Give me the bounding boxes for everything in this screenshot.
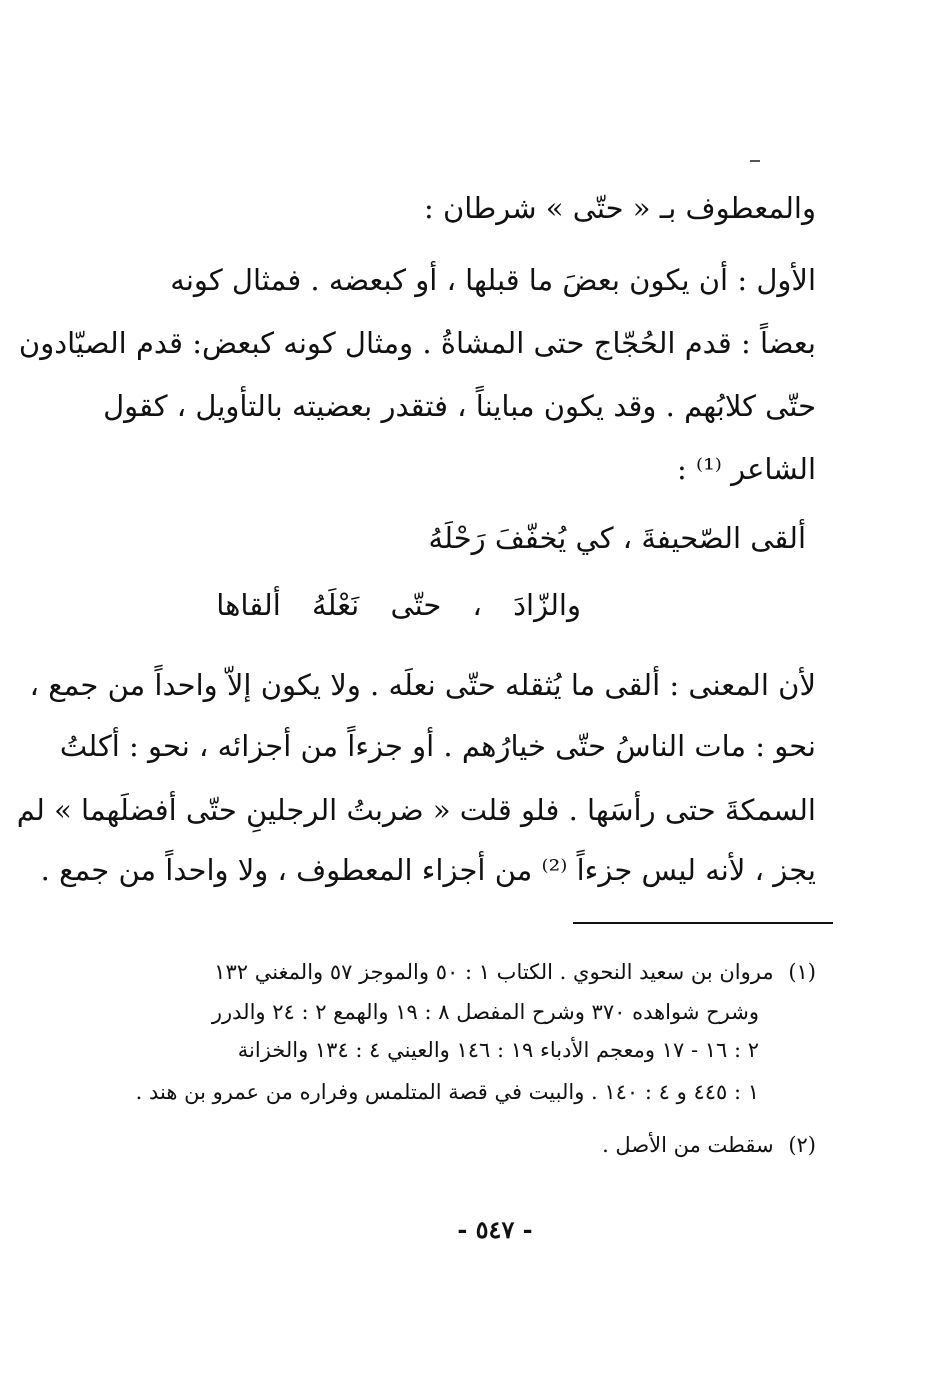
paragraph-line: الشاعر ⁽¹⁾ : xyxy=(676,452,816,486)
footnote-line: ٢ : ١٦ - ١٧ ومعجم الأدباء ١٩ : ١٤٦ والعيني ٤ : ١٣٤ والخزانة xyxy=(237,1038,759,1062)
footnote-line: سقطت من الأصل . xyxy=(602,1133,774,1157)
paragraph-line: لأن المعنى : ألقى ما يُثقله حتّى نعلَه . ولا يكون إلاّ واحداً من جمع ، xyxy=(29,668,816,702)
footnote-marker: (١) xyxy=(788,960,816,984)
paragraph-line: السمكةَ حتى رأسَها . فلو قلت « ضربتُ الرجلينِ حتّى أفضلَهما » لم xyxy=(16,793,816,827)
footnote-2 xyxy=(176,1128,816,1162)
margin-mark xyxy=(750,160,760,162)
paragraph-line: يجز ، لأنه ليس جزءاً ⁽²⁾ من أجزاء المعطوف ، ولا واحداً من جمع . xyxy=(40,853,816,887)
paragraph-line: حتّى كلابُهم . وقد يكون مبايناً ، فتقدر بعضيته بالتأويل ، كقول xyxy=(103,389,816,423)
footnote-line: ١ : ٤٤٥ و ٤ : ١٤٠ . والبيت في قصة المتلمس وفراره من عمرو بن هند . xyxy=(135,1080,759,1104)
footnote-line: وشرح شواهده ٣٧٠ وشرح المفصل ٨ : ١٩ والهمع ٢ : ٢٤ والدرر xyxy=(211,1000,759,1024)
paragraph-line: بعضاً : قدم الحُجّاج حتى المشاةُ . ومثال كونه كبعض: قدم الصيّادون xyxy=(18,326,816,360)
paragraph-line: الأول : أن يكون بعضَ ما قبلها ، أو كبعضه . فمثال كونه xyxy=(170,263,816,297)
section-heading: والمعطوف بـ « حتّى » شرطان : xyxy=(424,191,816,225)
verse-second-hemistich: والزّادَ ، حتّى نَعْلَهُ ألقاها xyxy=(216,588,581,622)
footnote-marker: (٢) xyxy=(788,1133,816,1157)
verse-first-hemistich: ألقى الصّحيفةَ ، كي يُخفّفَ رَحْلَهُ xyxy=(428,521,806,555)
paragraph-line: نحو : مات الناسُ حتّى خيارُهم . أو جزءاً من أجزائه ، نحو : أكلتُ xyxy=(59,729,816,763)
footnote-divider xyxy=(573,922,833,924)
page-number: - ٥٤٧ - xyxy=(457,1215,533,1244)
footnote-line: مروان بن سعيد النحوي . الكتاب ١ : ٥٠ والموجز ٥٧ والمغني ١٣٢ xyxy=(214,960,774,984)
footnote-1 xyxy=(176,955,816,989)
